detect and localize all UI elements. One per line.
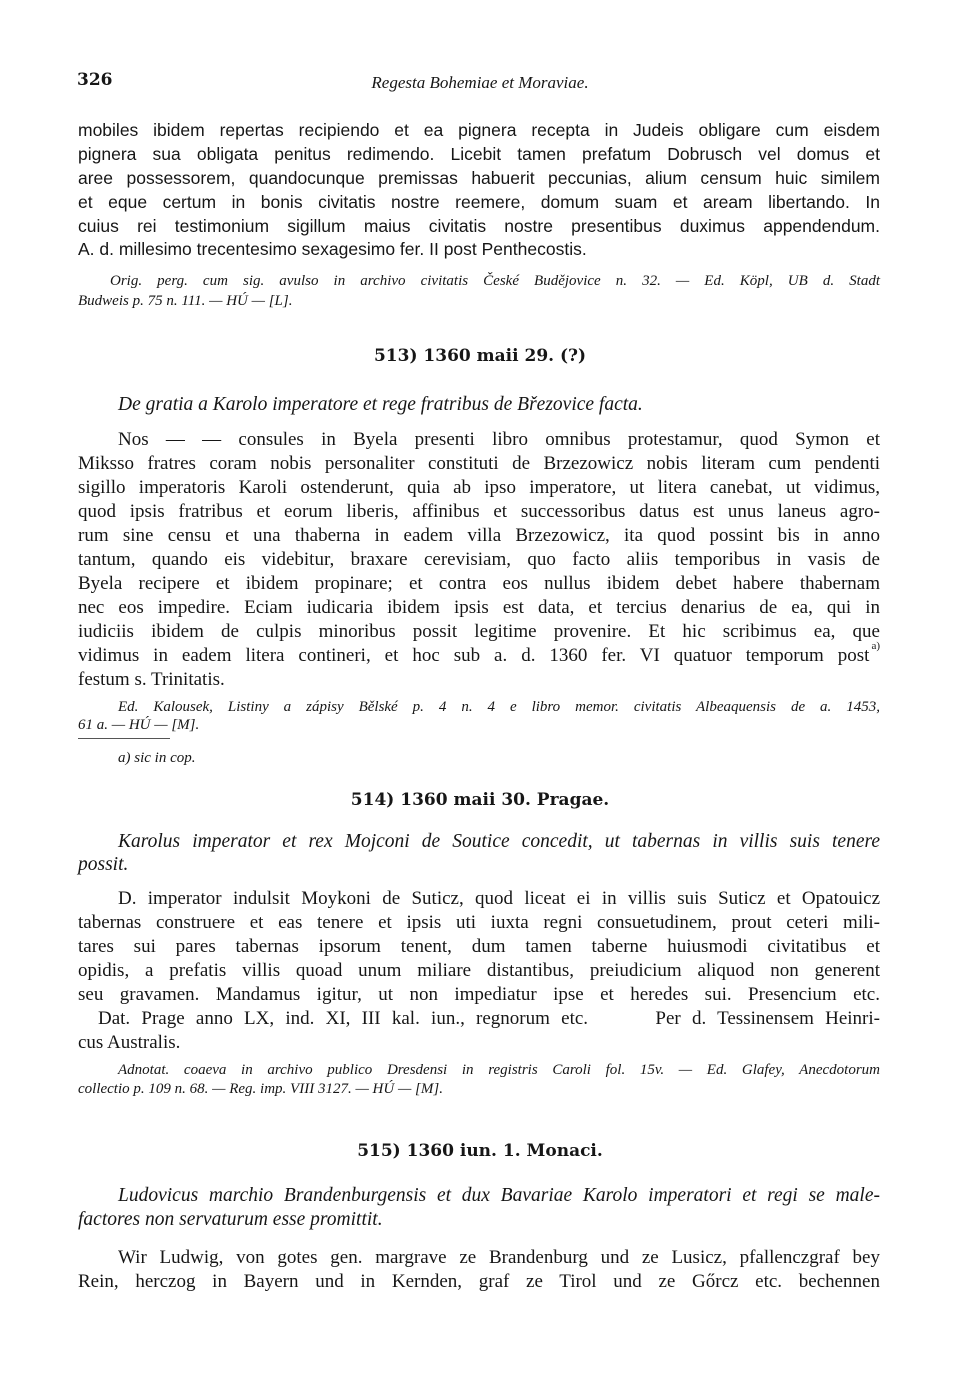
continuation-line: et eque certum in bonis civitatis nostre reemere, domum suam et aream libertando. In <box>78 192 880 212</box>
body-line-513: tantum, quando eis videbitur, braxare cerevisiam, quo facto aliis temporibus in vasis de <box>78 549 880 570</box>
entry-summary-514: Karolus imperator et rex Mojconi de Soutice concedit, ut tabernas in villis suis tenere <box>118 831 880 852</box>
body-line-514: Dat. Prage anno LX, ind. XI, III kal. iun., regnorum etc. Per d. Tessinensem Heinri- <box>98 1008 880 1029</box>
body-line-514: D. imperator indulsit Moykoni de Suticz, quod liceat ei in villis suis Suticz et Opatouicz <box>118 888 880 909</box>
body-line-515: Rein, herczog in Bayern und in Kernden, graf ze Tirol und ze Gőrcz etc. bechennen <box>78 1271 880 1292</box>
entry-heading-515: 515) 1360 iun. 1. Monaci. <box>357 1141 603 1161</box>
body-line-514: opidis, a prefatis villis quoad unum miliare distantibus, preiudicium aliquod non generent <box>78 960 880 981</box>
body-line-513: sigillo imperatoris Karoli ostenderunt, quia ab ipso imperatore, ut litera canebat, ut vidimus, <box>78 477 880 498</box>
continuation-line: A. d. millesimo trecentesimo sexagesimo fer. II post Penthecostis. <box>78 239 587 259</box>
body-line-513: vidimus in eadem litera contineri, et hoc sub a. d. 1360 fer. VI quatuor temporum post <box>78 645 870 666</box>
body-line-514: seu gravamen. Mandamus igitur, ut non impediatur ipse et heredes sui. Presencium etc. <box>78 984 880 1005</box>
body-line-514: cus Australis. <box>78 1032 181 1053</box>
source-note-line: Orig. perg. cum sig. avulso in archivo civitatis České Budějovice n. 32. — Ed. Köpl, UB d. Stadt <box>110 273 880 289</box>
body-line-513: iudiciis ibidem de culpis minoribus possit legitime provenire. Et hic scribimus ea, que <box>78 621 880 642</box>
body-line-513: festum s. Trinitatis. <box>78 669 225 690</box>
entry-summary-515: factores non servaturum esse promittit. <box>78 1209 383 1230</box>
continuation-line: pignera sua obligata penitus redimendo. Licebit tamen prefatum Dobrusch vel domus et <box>78 144 880 164</box>
entry-summary-515: Ludovicus marchio Brandenburgensis et dux Bavariae Karolo imperatori et regi se male- <box>118 1185 880 1206</box>
body-line-514: tares sui pares tabernas ipsorum tenent, dum tamen taberne huiusmodi civitatibus et <box>78 936 880 957</box>
body-line-513: nec eos impedire. Eciam iudicaria ibidem ipsis est data, et tercius denarius de ea, qui in <box>78 597 880 618</box>
body-line-513: Miksso fratres coram nobis personaliter constituti de Brzezowicz nobis literam cum pendenti <box>78 453 880 474</box>
running-title: Regesta Bohemiae et Moraviae. <box>371 73 589 92</box>
continuation-line: aree possessorem, quandocunque premissas habuerit peccunias, alium censum huic similem <box>78 168 880 188</box>
footnote-marker: a) <box>871 640 880 652</box>
body-line-513: Nos — — consules in Byela presenti libro omnibus protestamur, quod Symon et <box>118 429 880 450</box>
continuation-line: mobiles ibidem repertas recipiendo et ea pignera recepta in Judeis obligare cum eisdem <box>78 120 880 140</box>
source-note-line: Budweis p. 75 n. 111. — HÚ — [L]. <box>78 293 293 309</box>
body-line-513-with-footnote <box>78 640 880 666</box>
body-line-513: quod ipsis fratribus et eorum liberis, affinibus et successoribus datus est unus laneus agro- <box>78 501 880 522</box>
entry-summary-513: De gratia a Karolo imperatore et rege fratribus de Březovice facta. <box>118 394 643 415</box>
continuation-line: cuius rei testimonium sigillum maius civitatis nostre presentibus duximus appendendum. <box>78 216 880 236</box>
entry-heading-513: 513) 1360 maii 29. (?) <box>373 346 587 366</box>
body-line-515: Wir Ludwig, von gotes gen. margrave ze Brandenburg und ze Lusicz, pfallenczgraf bey <box>118 1247 880 1268</box>
footnote-rule <box>78 738 170 739</box>
entry-heading-514: 514) 1360 maii 30. Pragae. <box>350 790 610 810</box>
source-note-514: collectio p. 109 n. 68. — Reg. imp. VIII 3127. — HÚ — [M]. <box>78 1081 443 1097</box>
body-line-513: rum sine censu et una thaberna in eadem villa Brzezowicz, ita quod possint bis in anno <box>78 525 880 546</box>
source-note-514: Adnotat. coaeva in archivo publico Dresdensi in registris Caroli fol. 15v. — Ed. Glafey, Anecdotorum <box>118 1062 880 1078</box>
entry-summary-514: possit. <box>78 854 129 875</box>
body-line-513: Byela recipere et ibidem propinare; et contra eos nullus ibidem debet habere thabernam <box>78 573 880 594</box>
body-line-514: tabernas construere et eas tenere et ipsis uti iuxta regni consuetudinem, prout ceteri mili- <box>78 912 880 933</box>
page-number: 326 <box>77 70 113 90</box>
edition-note-513: 61 a. — HÚ — [M]. <box>78 717 200 733</box>
footnote-513: a) sic in cop. <box>118 750 196 766</box>
edition-note-513: Ed. Kalousek, Listiny a zápisy Bělské p. 4 n. 4 e libro memor. civitatis Albeaquensis de a. 1453, <box>118 699 880 715</box>
